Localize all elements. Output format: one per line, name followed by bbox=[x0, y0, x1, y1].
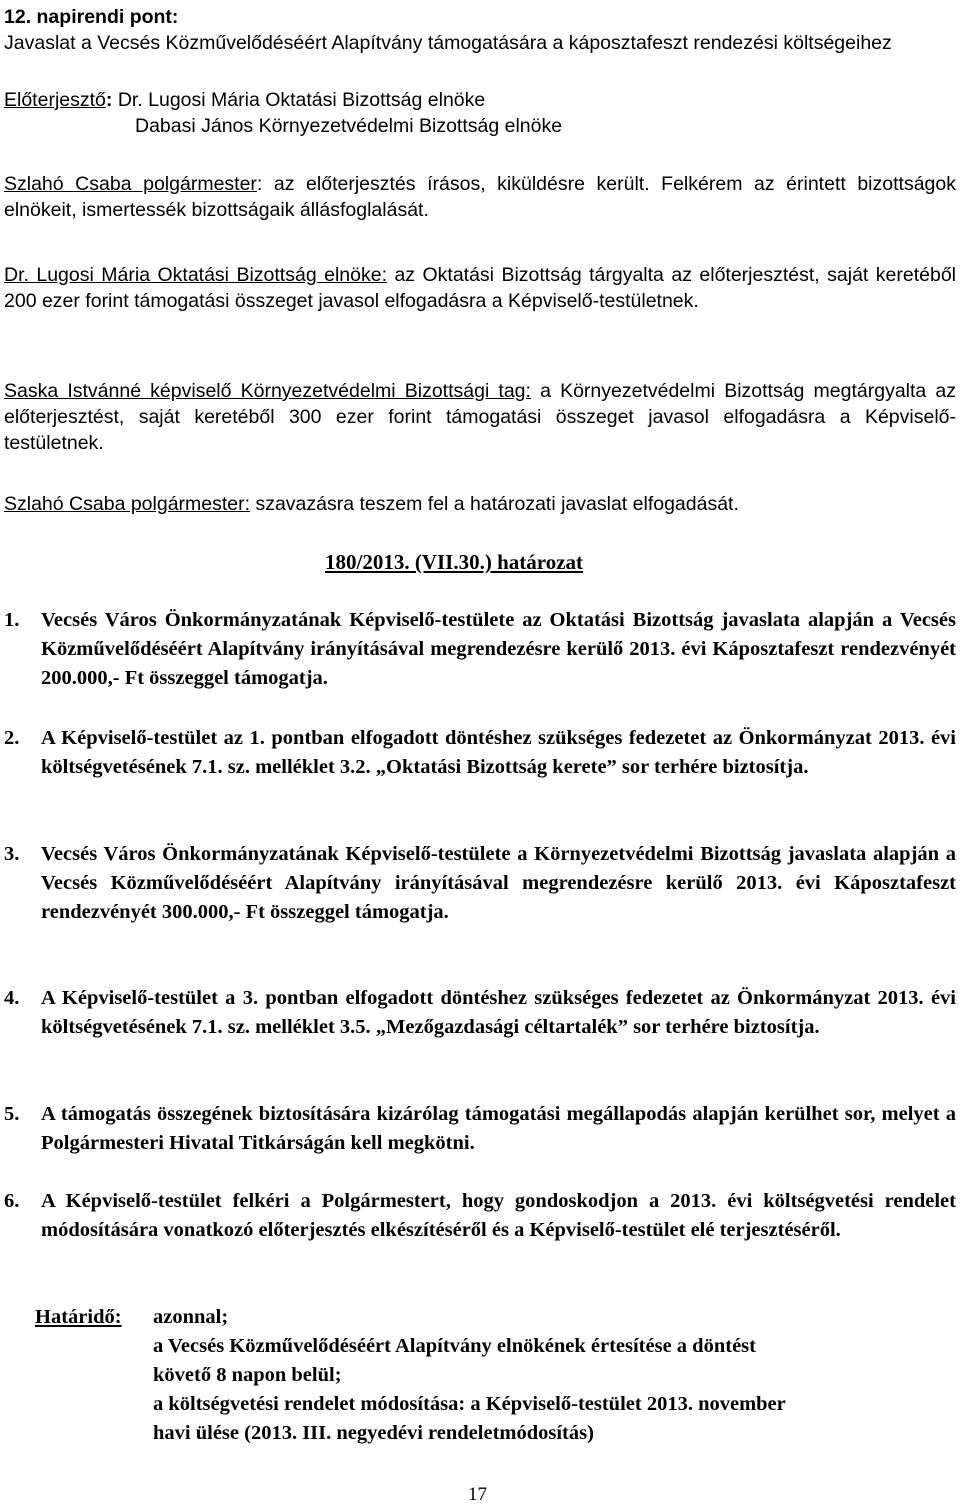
presenter-2: Dabasi János Környezetvédelmi Bizottság elnöke bbox=[135, 115, 563, 137]
item-5-number: 5. bbox=[4, 1103, 20, 1125]
agenda-heading: 12. napirendi pont: bbox=[4, 6, 179, 28]
item-4-text: A Képviselő-testület a 3. pontban elfogadott döntéshez szükséges fedezetet az Önkormányzat 2013. évi költségvetésének 7.1. sz. melléklet 3.5. „Mezőgazdasági céltartalék” sor terhére biztosítja. bbox=[41, 987, 956, 1038]
speech-3-text: a Környezetvédelmi Bizottság megtárgyalta az előterjesztést, saját keretéből 300 ezer forint támogatási összeget javasol elfogadásra a Képviselő-testületnek. bbox=[4, 380, 956, 454]
item-2-number: 2. bbox=[4, 727, 20, 749]
deadline-label: Határidő: bbox=[35, 1306, 122, 1328]
agenda-title: Javaslat a Vecsés Közművelődéséért Alapítvány támogatására a káposztafeszt rendezési költségeihez bbox=[4, 32, 892, 54]
presenter-1: Dr. Lugosi Mária Oktatási Bizottság elnöke bbox=[117, 89, 486, 111]
speech-4 bbox=[4, 491, 956, 517]
item-5-text: A támogatás összegének biztosítására kizárólag támogatási megállapodás alapján kerülhet sor, melyet a Polgármesteri Hivatal Titkárságán kell megkötni. bbox=[41, 1103, 956, 1154]
presenter-colon: : bbox=[105, 89, 113, 111]
item-6-text: A Képviselő-testület felkéri a Polgármestert, hogy gondoskodjon a 2013. évi költségvetési rendelet módosítására vonatkozó előterjesztés elkészítéséről és a Képviselő-testület elé terjesztéséről. bbox=[41, 1190, 956, 1241]
speech-2-speaker: Dr. Lugosi Mária Oktatási Bizottság elnöke: bbox=[4, 264, 387, 286]
deadline-line-2: a Vecsés Közművelődéséért Alapítvány elnökének értesítése a döntést bbox=[153, 1335, 756, 1357]
item-1-text: Vecsés Város Önkormányzatának Képviselő-testülete az Oktatási Bizottság javaslata alapján a Vecsés Közművelődéséért Alapítvány irányításával megrendezésre kerülő 2013. évi Káposztafeszt rendezvényét 200.000,- Ft összeggel támogatja. bbox=[41, 609, 956, 689]
presenter-row bbox=[4, 87, 485, 113]
item-6-number: 6. bbox=[4, 1190, 20, 1212]
item-4-number: 4. bbox=[4, 987, 20, 1009]
speech-4-text: szavazásra teszem fel a határozati javaslat elfogadását. bbox=[250, 493, 739, 515]
speech-1 bbox=[4, 171, 956, 223]
item-3-number: 3. bbox=[4, 843, 20, 865]
presenter-label: Előterjesztő bbox=[4, 89, 106, 111]
item-3-text: Vecsés Város Önkormányzatának Képviselő-testülete a Környezetvédelmi Bizottság javaslata alapján a Vecsés Közművelődéséért Alapítvány irányításával megrendezésre kerülő 2013. évi Káposztafeszt rendezvényét 300.000,- Ft összeggel támogatja. bbox=[41, 843, 956, 923]
speech-2 bbox=[4, 262, 956, 314]
speech-1-speaker: Szlahó Csaba polgármester bbox=[4, 173, 257, 195]
deadline-line-3: követő 8 napon belül; bbox=[153, 1364, 342, 1386]
item-2-text: A Képviselő-testület az 1. pontban elfogadott döntéshez szükséges fedezetet az Önkormányzat 2013. évi költségvetésének 7.1. sz. melléklet 3.2. „Oktatási Bizottság kerete” sor terhére biztosítja. bbox=[41, 727, 956, 778]
page-number: 17 bbox=[468, 1484, 487, 1505]
speech-3 bbox=[4, 378, 956, 456]
item-1-number: 1. bbox=[4, 609, 20, 631]
speech-2-text: az Oktatási Bizottság tárgyalta az előterjesztést, saját keretéből 200 ezer forint támogatási összeget javasol elfogadásra a Képviselő-testületnek. bbox=[4, 264, 957, 312]
speech-4-speaker: Szlahó Csaba polgármester: bbox=[4, 493, 251, 515]
deadline-line-4: a költségvetési rendelet módosítása: a Képviselő-testület 2013. november bbox=[153, 1393, 786, 1415]
speech-3-speaker: Saska Istvánné képviselő Környezetvédelmi Bizottsági tag: bbox=[4, 380, 531, 402]
deadline-line-5: havi ülése (2013. III. negyedévi rendeletmódosítás) bbox=[153, 1422, 594, 1444]
deadline-line-1: azonnal; bbox=[153, 1306, 229, 1328]
resolution-title: 180/2013. (VII.30.) határozat bbox=[325, 550, 584, 574]
speech-1-text: : az előterjesztés írásos, kiküldésre került. Felkérem az érintett bizottságok elnökeit, ismertessék bizottságaik állásfoglalását. bbox=[4, 173, 956, 221]
